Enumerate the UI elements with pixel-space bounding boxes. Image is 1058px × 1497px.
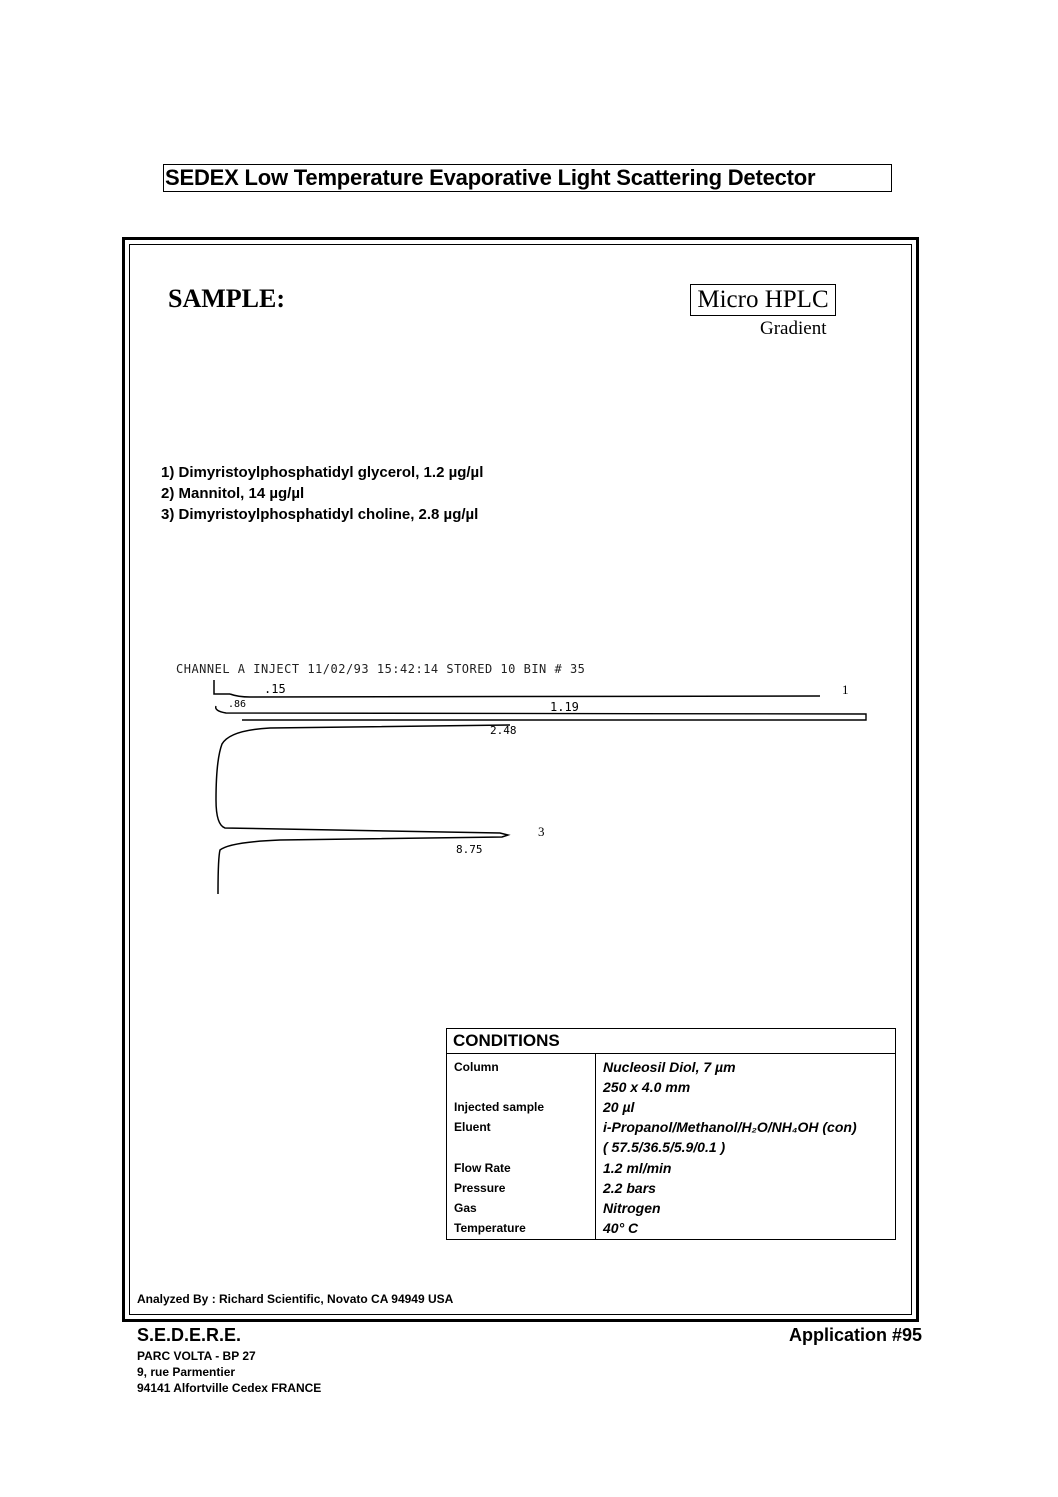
condition-value: 250 x 4.0 mm xyxy=(603,1079,691,1095)
condition-value: Nitrogen xyxy=(603,1200,661,1216)
table-row xyxy=(447,1137,895,1157)
condition-value: i-Propanol/Methanol/H₂O/NH₄OH (con) xyxy=(603,1119,857,1135)
table-row xyxy=(447,1218,895,1238)
condition-label: Flow Rate xyxy=(454,1161,511,1175)
compound-list xyxy=(161,462,483,525)
address-line: 9, rue Parmentier xyxy=(137,1365,236,1379)
retention-time-label: .86 xyxy=(228,699,247,710)
table-row xyxy=(447,1178,895,1198)
condition-value: 1.2 ml/min xyxy=(603,1160,672,1176)
retention-time-label: .15 xyxy=(264,682,286,696)
table-row xyxy=(447,1198,895,1218)
chromatogram-peak-trace xyxy=(216,725,510,894)
compound-item: 1) Dimyristoylphosphatidyl glycerol, 1.2 µg/µl xyxy=(161,464,484,481)
condition-value: ( 57.5/36.5/5.9/0.1 ) xyxy=(603,1139,726,1155)
sample-label: SAMPLE: xyxy=(168,284,285,313)
document-title: SEDEX Low Temperature Evaporative Light Scattering Detector xyxy=(163,164,892,192)
table-row xyxy=(447,1097,895,1117)
condition-value: 2.2 bars xyxy=(603,1180,656,1196)
chromatogram-solvent-trace xyxy=(216,706,866,720)
condition-label: Eluent xyxy=(454,1120,491,1134)
peak-label: 3 xyxy=(538,824,545,839)
conditions-table xyxy=(446,1028,896,1240)
condition-label: Injected sample xyxy=(454,1100,545,1114)
method-subtitle: Gradient xyxy=(760,318,827,339)
chromatogram-printout-header: CHANNEL A INJECT 11/02/93 15:42:14 STORED 10 BIN # 35 xyxy=(176,662,586,676)
peak-label: 1 xyxy=(842,682,849,697)
condition-label: Pressure xyxy=(454,1181,506,1195)
condition-value: 20 µl xyxy=(603,1099,635,1115)
compound-item: 3) Dimyristoylphosphatidyl choline, 2.8 µg/µl xyxy=(161,506,479,523)
method-badge: Micro HPLC xyxy=(690,284,836,316)
table-row xyxy=(447,1077,895,1097)
address-line: 94141 Alfortville Cedex FRANCE xyxy=(137,1381,322,1395)
condition-value: Nucleosil Diol, 7 µm xyxy=(603,1059,736,1075)
condition-label: Gas xyxy=(454,1201,477,1215)
table-row xyxy=(447,1057,895,1077)
company-name: S.E.D.E.R.E. xyxy=(137,1325,242,1345)
application-number: Application #95 xyxy=(788,1325,922,1345)
chromatogram-baseline-segment xyxy=(214,680,230,694)
retention-time-label: 8.75 xyxy=(456,843,483,856)
retention-time-label: 1.19 xyxy=(550,700,579,714)
compound-item: 2) Mannitol, 14 µg/µl xyxy=(161,485,305,502)
condition-label: Temperature xyxy=(454,1221,526,1235)
chromatogram-upper-trace xyxy=(230,694,820,697)
company-address xyxy=(137,1348,321,1396)
chromatogram-trace xyxy=(170,650,880,900)
condition-label: Column xyxy=(454,1060,499,1074)
table-row xyxy=(447,1117,895,1137)
analyzed-by: Analyzed By : Richard Scientific, Novato CA 94949 USA xyxy=(137,1292,454,1306)
address-line: PARC VOLTA - BP 27 xyxy=(137,1349,256,1363)
table-row xyxy=(447,1158,895,1178)
retention-time-label: 2.48 xyxy=(490,724,517,737)
conditions-title: CONDITIONS xyxy=(447,1029,895,1054)
condition-value: 40° C xyxy=(603,1220,639,1236)
